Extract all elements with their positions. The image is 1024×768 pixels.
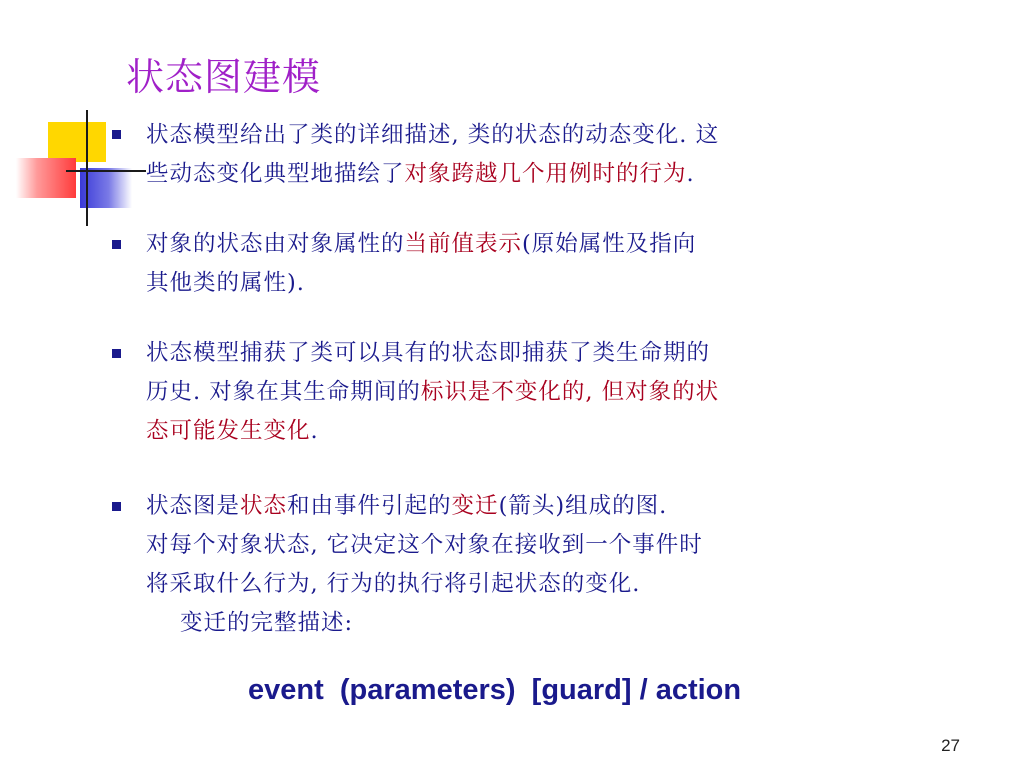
transition-formula: event (parameters) [guard] / action [248, 674, 742, 706]
decor-vertical-line [86, 110, 88, 226]
bullet-3-highlight-2: 态可能发生变化 [146, 418, 311, 444]
bullet-4-text [146, 487, 976, 643]
bullet-2-line1-end: (原始属性及指向 [522, 231, 697, 257]
bullet-4-highlight-transition: 变迁 [451, 493, 499, 519]
bullet-4-line1-text: 状态图是 [146, 493, 241, 519]
bullet-2-text [146, 225, 976, 303]
bullet-2-highlight: 当前值表示 [404, 231, 523, 257]
bullet-3-text [146, 334, 976, 451]
bullet-1-line2-end: . [686, 161, 695, 187]
bullet-4-line2: 对每个对象状态, 它决定这个对象在接收到一个事件时 [146, 532, 703, 558]
bullet-3-highlight-1: 标识是不变化的, 但对象的状 [420, 379, 720, 405]
bullet-2-line2: 其他类的属性). [146, 270, 305, 296]
slide-title: 状态图建模 [126, 55, 322, 99]
decor-red-gradient-bar [16, 158, 76, 198]
bullet-marker-icon [112, 130, 121, 139]
bullet-1-line2-text: 些动态变化典型地描绘了 [146, 161, 405, 187]
bullet-marker-icon [112, 502, 121, 511]
bullet-4-line1-end: (箭头)组成的图. [498, 493, 668, 519]
bullet-4-highlight-state: 状态 [240, 493, 288, 519]
bullet-1-highlight: 对象跨越几个用例时的行为 [404, 161, 687, 187]
bullet-4-line3: 将采取什么行为, 行为的执行将引起状态的变化. [146, 571, 641, 597]
bullet-3-line2-text: 历史. 对象在其生命期间的 [146, 379, 421, 405]
bullet-marker-icon [112, 349, 121, 358]
bullet-marker-icon [112, 240, 121, 249]
bullet-3-line1: 状态模型捕获了类可以具有的状态即捕获了类生命期的 [146, 340, 711, 366]
bullet-1-line1: 状态模型给出了类的详细描述, 类的状态的动态变化. 这 [146, 122, 720, 148]
bullet-3-line3-end: . [310, 418, 319, 444]
bullet-2-line1-text: 对象的状态由对象属性的 [146, 231, 405, 257]
bullet-4-line1-mid: 和由事件引起的 [287, 493, 452, 519]
page-number: 27 [941, 736, 960, 755]
bullet-4-line4: 变迁的完整描述: [180, 610, 354, 636]
decor-horizontal-line [66, 170, 146, 172]
bullet-1-text [146, 116, 976, 194]
decor-yellow-square [48, 122, 106, 162]
